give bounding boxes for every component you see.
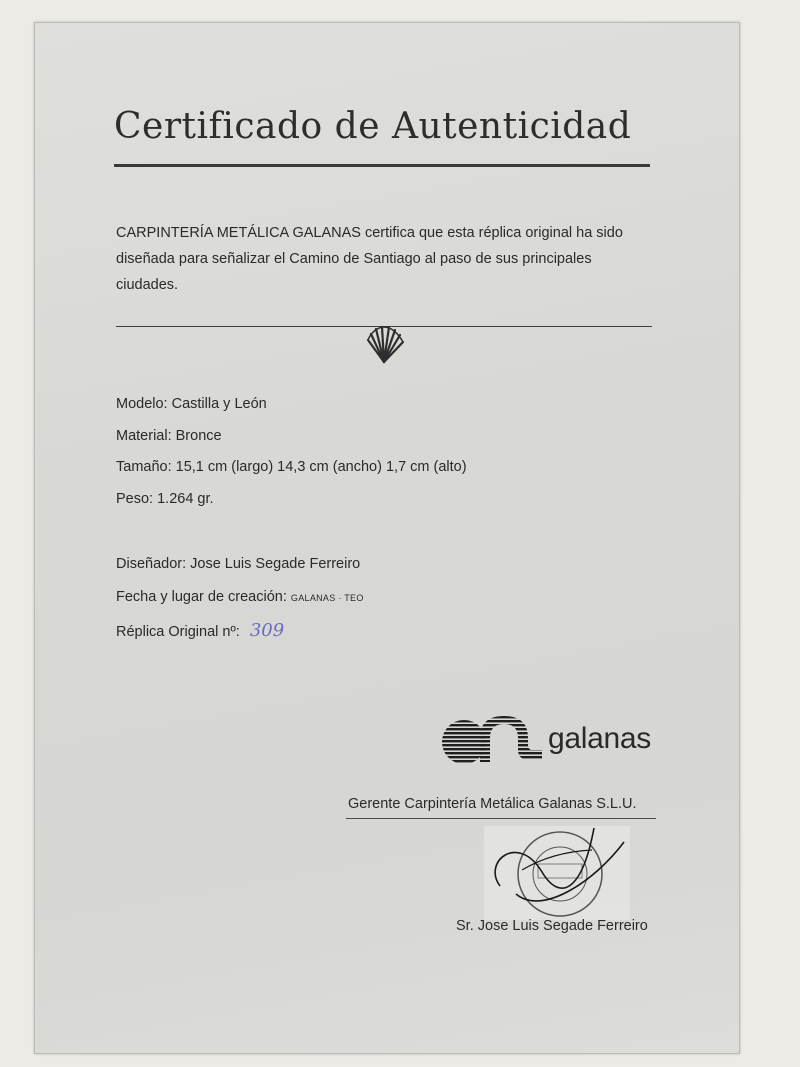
field-modelo: Modelo: Castilla y León [116, 396, 267, 412]
company-stamp-icon [482, 822, 632, 922]
certificate-sheet [34, 22, 740, 1054]
scallop-shell-icon [364, 322, 406, 364]
fecha-label: Fecha y lugar de creación: [116, 589, 287, 605]
replica-number: 309 [249, 620, 285, 641]
signature-line [346, 818, 656, 819]
fecha-value: GALANAS · TEO [290, 593, 364, 603]
intro-paragraph: CARPINTERÍA METÁLICA GALANAS certifica que esta réplica original ha sido diseñada para señalizar el Camino de Santiago al paso de sus principales ciudades. [116, 225, 623, 293]
signer-name: Sr. Jose Luis Segade Ferreiro [456, 918, 648, 934]
replica-label: Réplica Original nº: [116, 624, 240, 640]
field-peso: Peso: 1.264 gr. [116, 491, 214, 507]
field-replica [116, 620, 284, 641]
field-fecha [116, 589, 364, 605]
signature-title: Gerente Carpintería Metálica Galanas S.L.U. [348, 796, 637, 812]
field-disenador: Diseñador: Jose Luis Segade Ferreiro [116, 556, 361, 572]
certificate-title: Certificado de Autenticidad [114, 106, 632, 147]
title-underline [114, 164, 650, 167]
field-tamano: Tamaño: 15,1 cm (largo) 14,3 cm (ancho) 1,7 cm (alto) [116, 459, 467, 475]
brand-wordmark: galanas [548, 722, 651, 755]
field-material: Material: Bronce [116, 428, 222, 444]
